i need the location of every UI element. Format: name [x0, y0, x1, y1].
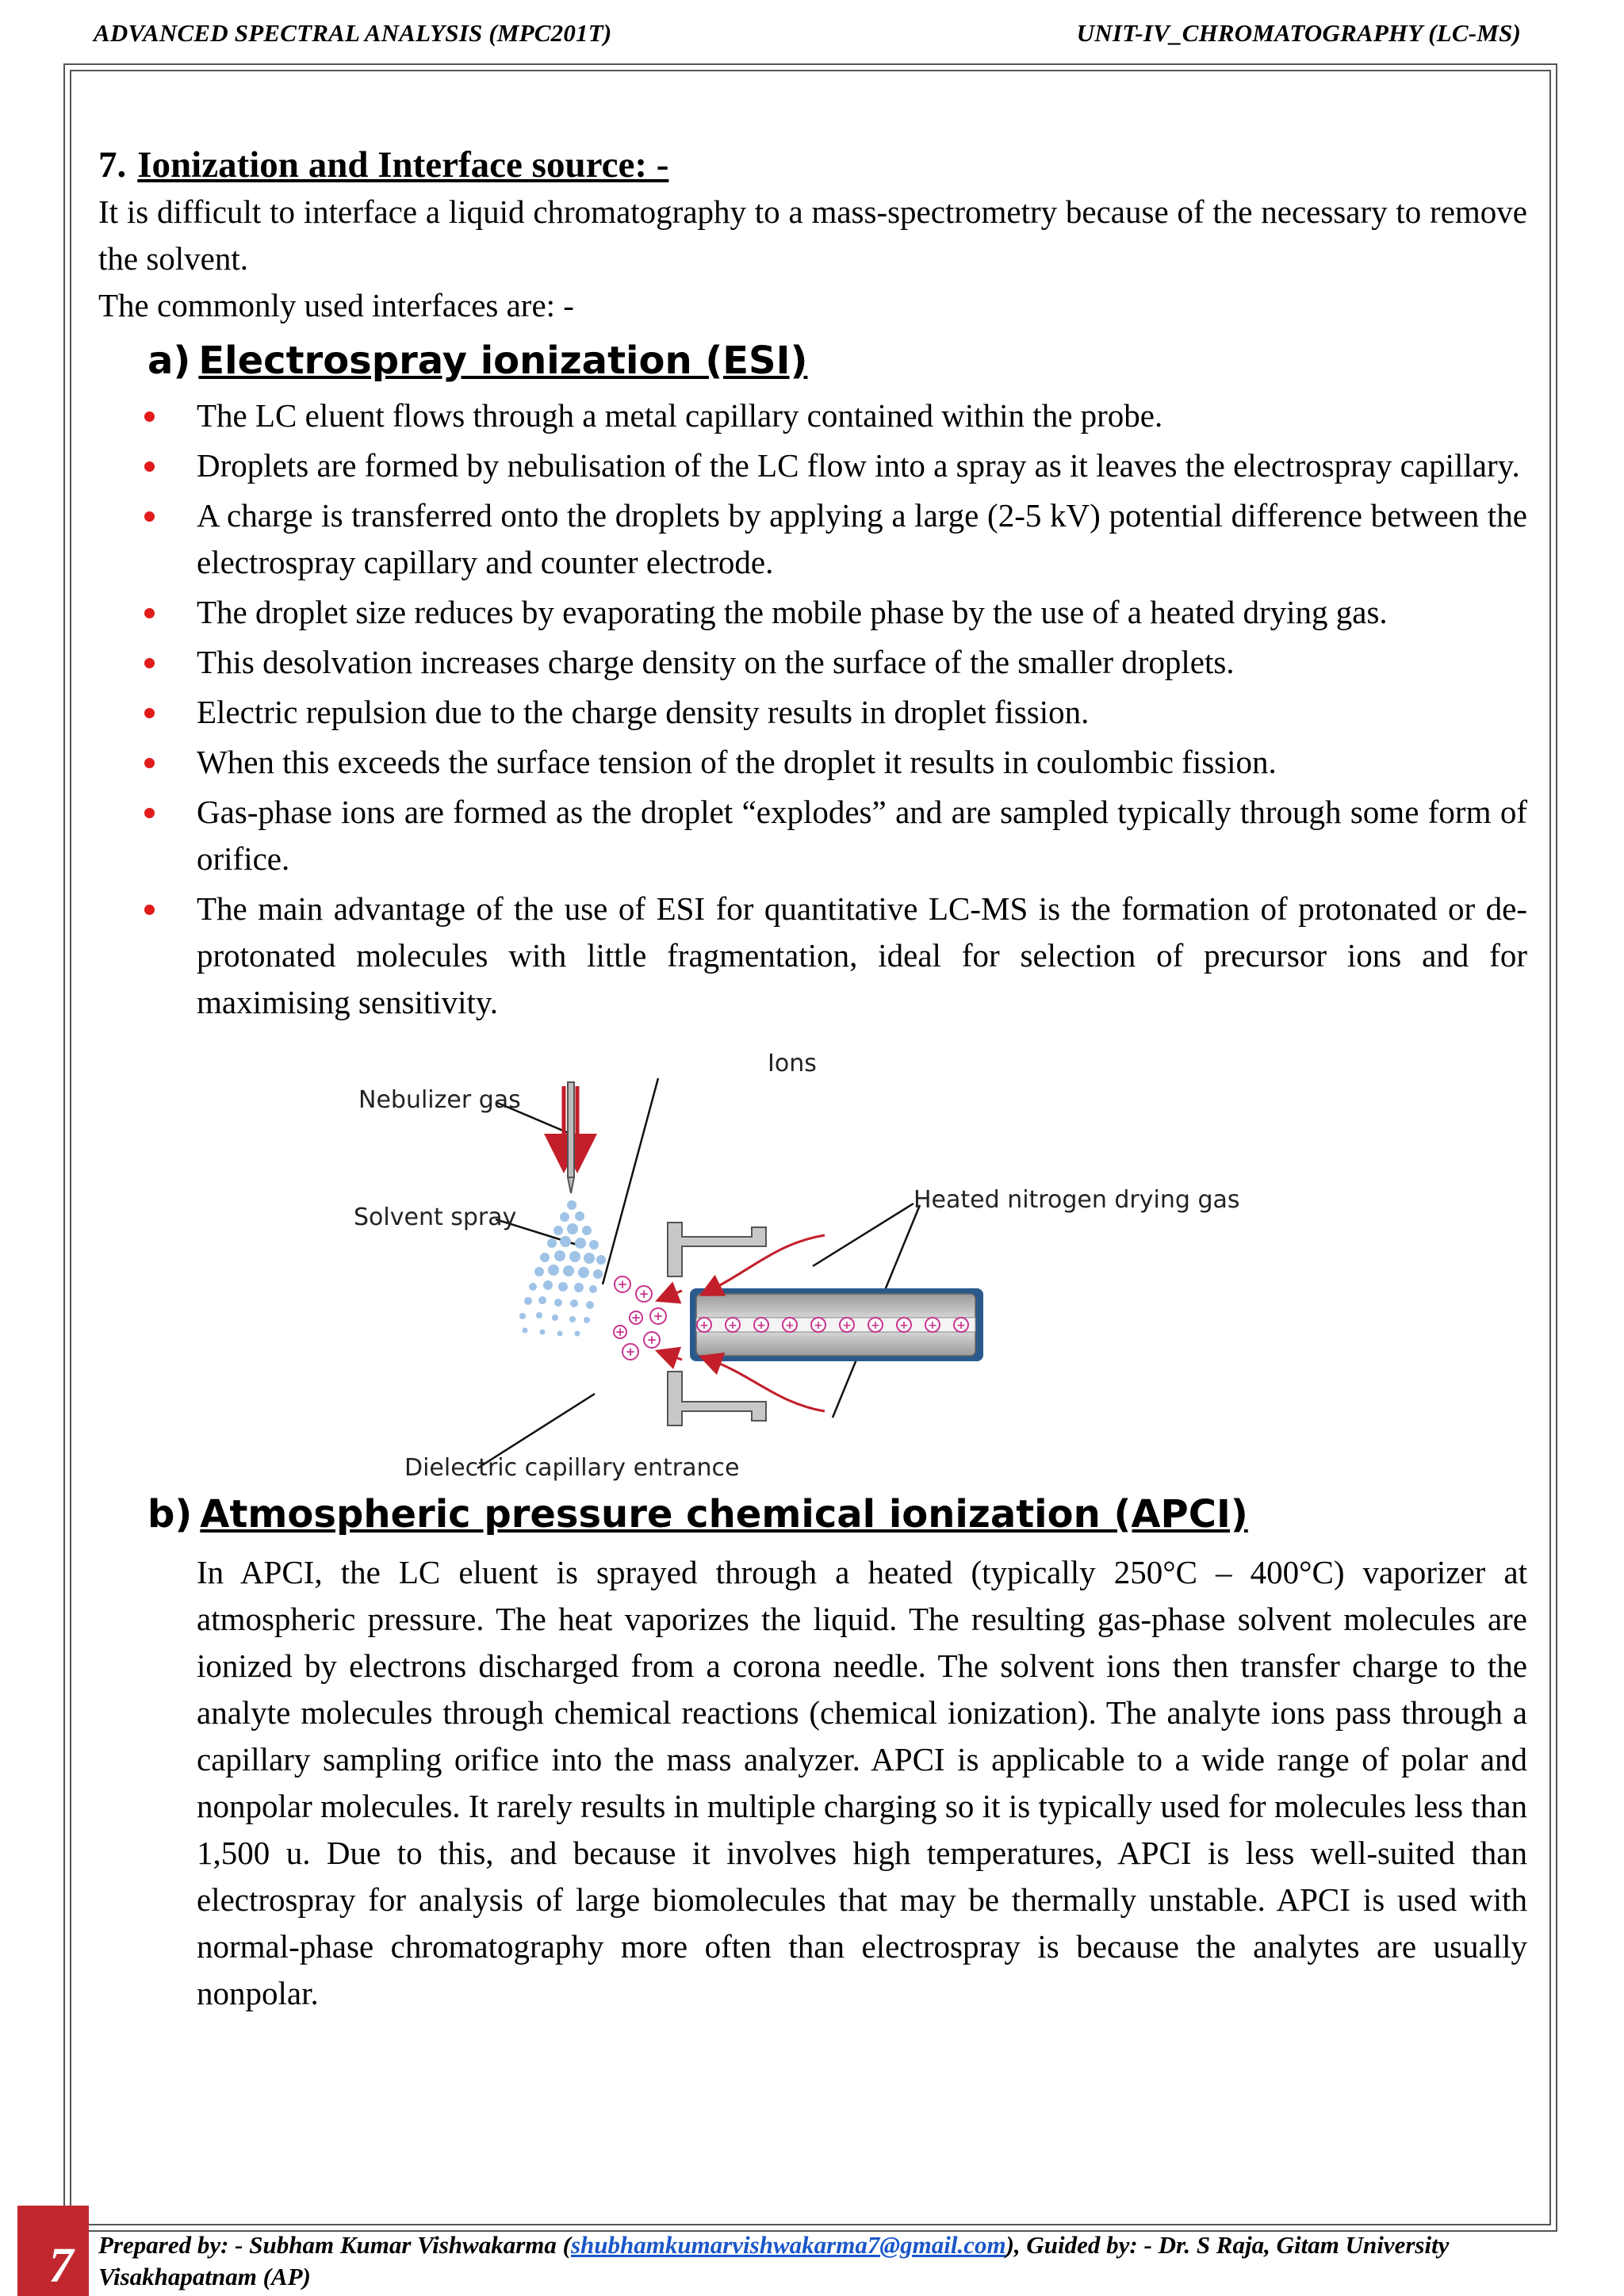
- bullet-icon: [144, 608, 155, 618]
- bullet-icon: [144, 461, 155, 472]
- upper-electrode: [668, 1223, 766, 1276]
- svg-text:+: +: [871, 1319, 880, 1332]
- bullet-text: Gas-phase ions are formed as the droplet “explodes” and are sampled typically through some form of orifice.: [197, 794, 1527, 877]
- list-item: [98, 689, 1527, 736]
- apci-paragraph: In APCI, the LC eluent is sprayed through a heated (typically 250°C – 400°C) vaporizer at atmospheric pressure. The heat vaporizes the liquid. The resulting gas-phase solvent molecules are ionized by electrons discharged from a corona needle. The solvent ions then transfer charge to the analyte molecules through chemical reactions (chemical ionization). The analyte ions pass through a capillary sampling orifice into the mass analyzer. APCI is applicable to a wide range of polar and nonpolar molecules. It rarely results in multiple charging so it is typically used for molecules less than 1,500 u. Due to this, and because it involves high temperatures, APCI is less well-suited than electrospray for analysis of large biomolecules that may be thermally unstable. APCI is used with normal-phase chromatography more often than electrospray is because the analytes are usually nonpolar.: [197, 1554, 1527, 2011]
- bullet-icon: [144, 511, 155, 522]
- esi-diagram: [349, 1039, 1404, 1483]
- svg-text:+: +: [814, 1319, 823, 1332]
- label-dielectric-capillary: Dielectric capillary entrance: [404, 1454, 740, 1482]
- svg-text:+: +: [956, 1319, 966, 1332]
- apci-heading: [147, 1486, 1527, 1543]
- footer-suffix: ), Guided by: - Dr. S Raja, Gitam University Visakhapatnam (AP): [98, 2231, 1450, 2290]
- list-item: [98, 392, 1527, 439]
- svg-text:+: +: [617, 1277, 628, 1292]
- esi-letter: a): [147, 339, 191, 383]
- bullet-text: Droplets are formed by nebulisation of the LC flow into a spray as it leaves the electrospray capillary.: [197, 447, 1520, 484]
- label-nebulizer-gas: Nebulizer gas: [358, 1086, 521, 1114]
- bullet-text: The main advantage of the use of ESI for quantitative LC-MS is the formation of protonated or de-protonated molecules with little fragmentation, ideal for selection of precursor ions and for maximising sensitivity.: [197, 890, 1527, 1020]
- list-item: [98, 442, 1527, 489]
- svg-text:+: +: [842, 1319, 852, 1332]
- bullet-text: When this exceeds the surface tension of the droplet it results in coulombic fission.: [197, 744, 1277, 780]
- bullet-text: The droplet size reduces by evaporating the mobile phase by the use of a heated drying gas.: [197, 594, 1388, 630]
- esi-title: Electrospray ionization (ESI): [198, 339, 808, 383]
- list-item: [98, 589, 1527, 636]
- bullet-icon: [144, 411, 155, 422]
- page-content: [98, 141, 1527, 2017]
- svg-text:+: +: [899, 1319, 909, 1332]
- svg-text:+: +: [728, 1319, 737, 1332]
- svg-text:+: +: [653, 1309, 664, 1323]
- solvent-spray-droplets: [519, 1200, 606, 1337]
- label-ions: Ions: [768, 1050, 817, 1077]
- page-number: 7: [48, 2239, 74, 2293]
- ions-cluster: [614, 1276, 666, 1360]
- svg-text:+: +: [630, 1311, 642, 1325]
- header-unit-title: UNIT-IV_CHROMATOGRAPHY (LC-MS): [1076, 19, 1521, 47]
- list-item: [98, 639, 1527, 686]
- section-number: 7.: [98, 144, 127, 186]
- list-item: [98, 492, 1527, 586]
- svg-text:+: +: [756, 1319, 766, 1332]
- leader-ions: [603, 1078, 658, 1284]
- svg-text:+: +: [638, 1287, 649, 1301]
- svg-text:+: +: [785, 1319, 795, 1332]
- apci-title: Atmospheric pressure chemical ionization (APCI): [200, 1492, 1248, 1536]
- intro-paragraph-2: The commonly used interfaces are: -: [98, 287, 574, 323]
- esi-bullet-list: [98, 392, 1527, 1026]
- intro-paragraph: It is difficult to interface a liquid chromatography to a mass-spectrometry because of the necessary to remove the solvent.: [98, 193, 1527, 277]
- page-number-badge: [17, 2206, 89, 2296]
- spray-needle: [568, 1082, 574, 1177]
- bullet-icon: [144, 808, 155, 818]
- footer-prefix: Prepared by: - Subham Kumar Vishwakarma (: [98, 2231, 571, 2259]
- bullet-icon: [144, 708, 155, 718]
- bullet-icon: [144, 658, 155, 668]
- section-title: Ionization and Interface source: -: [137, 144, 669, 186]
- bullet-text: Electric repulsion due to the charge density results in droplet fission.: [197, 694, 1090, 730]
- svg-text:+: +: [615, 1325, 626, 1339]
- svg-text:+: +: [699, 1319, 709, 1332]
- label-heated-nitrogen: Heated nitrogen drying gas: [914, 1186, 1240, 1214]
- bullet-text: A charge is transferred onto the droplets by applying a large (2-5 kV) potential difference between the electrospray capillary and counter electrode.: [197, 497, 1527, 580]
- svg-text:+: +: [928, 1319, 937, 1332]
- section-heading: [98, 141, 1527, 189]
- bullet-text: The LC eluent flows through a metal capillary contained within the probe.: [197, 397, 1163, 434]
- bullet-icon: [144, 758, 155, 768]
- esi-heading: [147, 332, 1527, 389]
- bullet-icon: [144, 905, 155, 915]
- svg-text:+: +: [625, 1345, 636, 1359]
- footer: [98, 2229, 1526, 2293]
- footer-email-link[interactable]: shubhamkumarvishwakarma7@gmail.com: [570, 2231, 1006, 2259]
- list-item: [98, 739, 1527, 786]
- label-solvent-spray: Solvent spray: [354, 1203, 517, 1231]
- svg-text:+: +: [646, 1333, 657, 1347]
- apci-letter: b): [147, 1492, 193, 1536]
- list-item: [98, 789, 1527, 882]
- header-course-title: ADVANCED SPECTRAL ANALYSIS (MPC201T): [94, 19, 612, 47]
- bullet-text: This desolvation increases charge density on the surface of the smaller droplets.: [197, 644, 1235, 680]
- list-item: [98, 886, 1527, 1026]
